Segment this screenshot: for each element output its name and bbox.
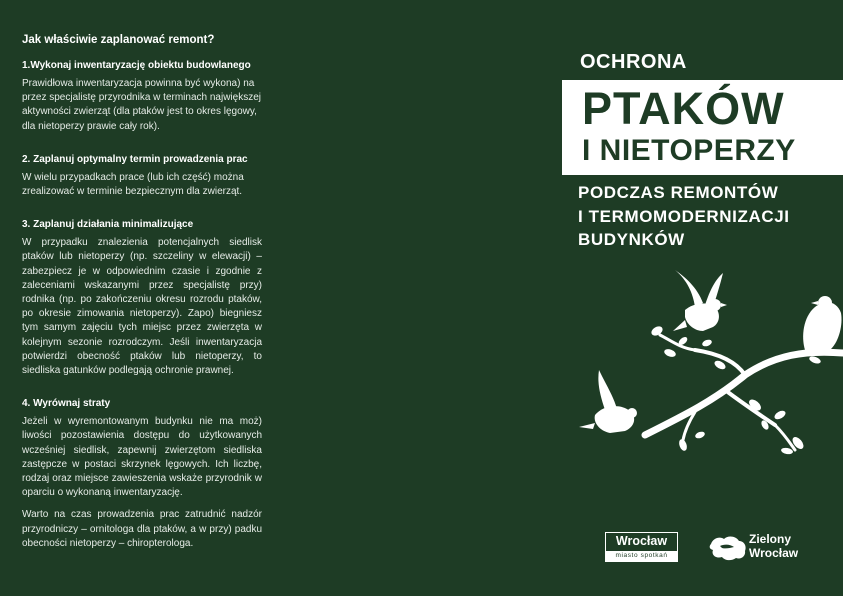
section-text: Jeżeli w wyremontowanym budynku nie ma moż) liwości pozostawienia dostępu do użytkowanych wcześniej siedlisk, zapewnij zwierzętom siedliska zastępcze w postaci skrzynek lęgowych. Ich liczbę, rodzaj oraz miejsce zawieszenia wskaże przyrodnik w oparciu o wykonaną inwentaryzację.	[22, 416, 262, 499]
cover-subtitle	[578, 181, 790, 252]
logo-tagline: miasto spotkań	[606, 551, 677, 561]
zielony-line1: Zielony	[749, 532, 792, 546]
section-title: 4. Wyrównaj straty	[22, 398, 111, 410]
cover-title-main: PTAKÓW	[582, 83, 785, 134]
subtitle-line: BUDYNKÓW	[578, 230, 685, 249]
section-4	[22, 398, 262, 551]
section-2	[22, 154, 262, 199]
section-text: Warto na czas prowadzenia prac zatrudnić nadzór przyrodniczy – ornitologa dla ptaków, a w przy) padku obecności nietoperzy – chiropterologa.	[22, 509, 262, 549]
subtitle-line: I TERMOMODERNIZACJI	[578, 206, 790, 226]
section-text: W wielu przypadkach prace (lub ich część) można zrealizować w terminie bezpiecznym dla zwierząt.	[22, 171, 244, 198]
instructions-panel	[22, 34, 262, 565]
logo-name: Wrocław	[615, 534, 668, 548]
cover-title-top: OCHRONA	[580, 51, 687, 73]
panel-heading: Jak właściwie zaplanować remont?	[22, 34, 215, 46]
section-text: Prawidłowa inwentaryzacja powinna być wykona) na przez specjalistę przyrodnika w terminach największej aktywności zwierząt (dla ptaków jest to okres lęgowy, dla nietoperzy prawie cały rok).	[22, 78, 261, 132]
zielony-wroclaw-logo	[708, 532, 799, 567]
section-3	[22, 219, 262, 378]
birds-on-branch-icon	[575, 265, 843, 455]
zielony-line2: Wrocław	[749, 546, 799, 560]
section-1	[22, 60, 262, 134]
cover-title-second: I NIETOPERZY	[582, 134, 796, 167]
section-title: 1.Wykonaj inwentaryzację obiektu budowlanego	[22, 60, 251, 71]
wroclaw-logo	[605, 532, 678, 562]
subtitle-line: PODCZAS REMONTÓW	[578, 183, 779, 202]
section-title: 2. Zaplanuj optymalny termin prowadzenia prac	[22, 153, 248, 165]
zielony-text	[749, 532, 798, 560]
section-title: 3. Zaplanuj działania minimalizujące	[22, 219, 194, 231]
section-text: W przypadku znalezienia potencjalnych siedlisk ptaków lub nietoperzy (np. szczeliny w elewacji) – zabezpiecz je w odpowiednim czasie i zgodnie z zaleceniami wskazanymi przez specjalistę przy) rodnika (np. po zakończeniu okresu rozrodu ptaków, po okresie zimowania nietoperzy). Zapo) biegniesz tym samym zajęciu tych miejsc przez zwierzęta w kolejnym sezonie rozrodczym. Jeśli inwentaryzacja potwierdzi obecność ptaków lub nietoperzy, to siedliska gatunków podlegają ochronie prawnej.	[22, 237, 262, 377]
zielony-map-icon	[708, 532, 748, 562]
